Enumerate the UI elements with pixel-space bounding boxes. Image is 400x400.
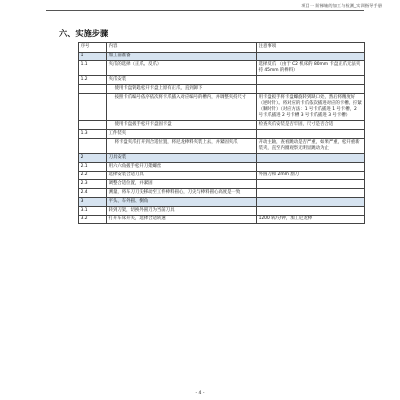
row-content (107, 121, 257, 130)
row-note: 用卡盘扳手将卡盘螺旋转到缺口处，然后将精度好 （逆时针）。将对应的卡爪依次插进对应的卡槽。拧紧（顺时针）（对应方法：1 号卡爪插进 1 号卡槽，2 号卡爪插进 2 号卡槽 3 号卡爪插进 3 号卡槽） (257, 93, 365, 120)
table-row (79, 189, 365, 198)
row-content: 夹爪的选择（正爪、反爪） (107, 61, 257, 76)
row-content: 平头、车外圆、倒角 (107, 197, 257, 206)
row-content: 加工前准备 (107, 52, 257, 61)
row-note: 选择反爪 （由于 C2 机床的 80mm 卡盘正爪无法夹持 45mm 的棒料） (257, 61, 365, 76)
header-note: 注意事项 (257, 43, 365, 53)
row-no: 2.2 (79, 171, 107, 180)
row-note: 检查夹爪安装是否牢固，尺寸是否合适 (257, 121, 365, 130)
table-row (79, 215, 365, 224)
page-header: 项目一 阶梯轴的加工与检测_实训指导手册 (301, 3, 382, 8)
table-row (79, 171, 365, 180)
row-content: 用六六角扳手松开刀架螺丝 (107, 162, 257, 171)
row-no: 1.2 (79, 76, 107, 85)
table-row (79, 138, 365, 153)
row-note (257, 76, 365, 85)
row-note (257, 162, 365, 171)
row-note: 开动主轴，查看跳动是否严重，如果严重，松开重新装夹，直至内圈观察无明显跳动为止 (257, 138, 365, 153)
row-content: 工件装夹 (107, 130, 257, 139)
row-content: 测量，将车刀刀尖移动至工件棒料圆心，刀尖与棒料圆心高度是一致 (107, 189, 257, 198)
table-row (79, 162, 365, 171)
table-row (79, 180, 365, 189)
row-note: 1200 转/分钟，加工尼龙棒 (257, 215, 365, 224)
row-note (257, 180, 365, 189)
row-note (257, 130, 365, 139)
row-content-text: 按照卡爪编号依序依次将卡爪插入对应编号的槽内，并调整夹持尺寸 (114, 94, 247, 100)
row-no: 3.2 (79, 215, 107, 224)
row-no: 3.1 (79, 206, 107, 215)
row-content-text: 使用卡盘扳手松开卡盘固卡盘 (114, 122, 172, 128)
table-row (79, 130, 365, 139)
row-no: 2.3 (79, 180, 107, 189)
row-note: 外圆刀和 2mm 割刀 (257, 171, 365, 180)
row-no (79, 93, 107, 120)
page-number: - 4 - (195, 391, 205, 396)
header-no: 序号 (79, 43, 107, 53)
table-row (79, 93, 365, 120)
row-note (257, 189, 365, 198)
section-row-3 (79, 197, 365, 206)
row-no: 3 (79, 197, 107, 206)
row-content: 打开车床开关，选择合适转速 (107, 215, 257, 224)
row-content: 调整合适位置，并紧固 (107, 180, 257, 189)
table-header-row (79, 43, 365, 53)
row-no: 1.3 (79, 130, 107, 139)
row-no (79, 121, 107, 130)
table-row (79, 61, 365, 76)
row-no: 2.4 (79, 189, 107, 198)
steps-table (78, 42, 365, 224)
section-row-2 (79, 153, 365, 162)
row-note (257, 153, 365, 162)
row-content: 选择安装合适刀具 (107, 171, 257, 180)
row-content: 刀具安装 (107, 153, 257, 162)
table-row (79, 206, 365, 215)
row-note (257, 85, 365, 94)
row-no: 1.1 (79, 61, 107, 76)
row-no: 2.1 (79, 162, 107, 171)
row-note (257, 52, 365, 61)
header-rule (46, 10, 364, 11)
row-content-text: 将卡盘夹爪打开到合适位置，将尼龙棒料夹装上去，并紧固夹爪 (114, 139, 238, 145)
header-content: 内容 (107, 43, 257, 53)
row-note (257, 197, 365, 206)
row-content (107, 138, 257, 153)
section-row-1 (79, 52, 365, 61)
row-content-text: 使用卡盘钥匙松开卡盘上原有正爪，直到卸下 (114, 85, 203, 91)
row-no (79, 85, 107, 94)
table-row (79, 121, 365, 130)
row-no: 1 (79, 52, 107, 61)
row-content: 夹爪安装 (107, 76, 257, 85)
row-content: 转到刀架，切换外圆刀为当前刀具 (107, 206, 257, 215)
row-no (79, 138, 107, 153)
row-note (257, 206, 365, 215)
table-row (79, 85, 365, 94)
row-content (107, 93, 257, 120)
row-no: 2 (79, 153, 107, 162)
section-title: 六、实施步骤 (59, 28, 109, 38)
table-row (79, 76, 365, 85)
row-content (107, 85, 257, 94)
